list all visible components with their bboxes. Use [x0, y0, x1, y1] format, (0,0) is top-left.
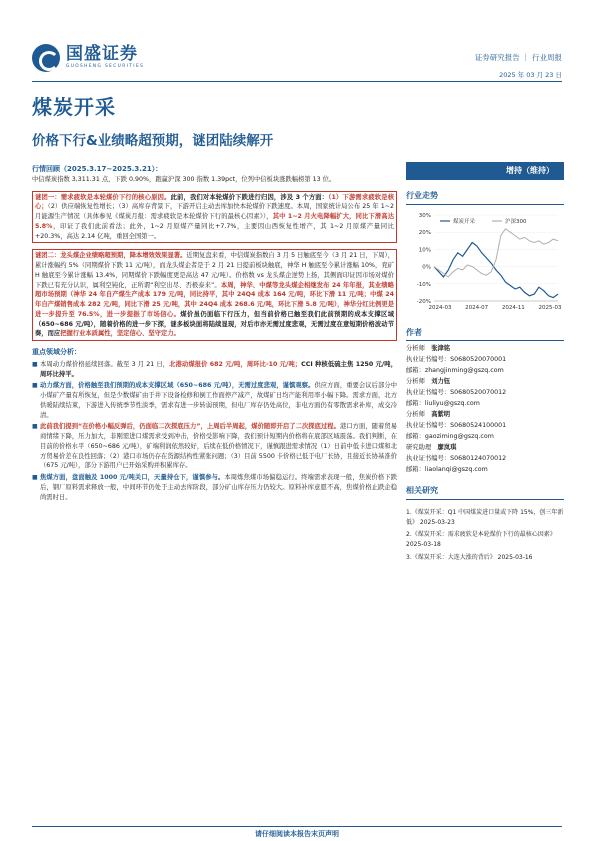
puzzle-two-lead: 谜团二：龙头煤企业绩略超预期，降本增效效果显著。: [35, 252, 187, 260]
related-list: [406, 508, 564, 563]
header-divider: [32, 81, 562, 82]
author-heading: 作者: [406, 327, 564, 341]
logo-icon: [32, 44, 60, 72]
puzzle-two-block: [32, 249, 397, 341]
sidebar: [406, 162, 564, 563]
trend-chart: [406, 209, 564, 317]
page-subtitle: 价格下行&业绩略超预期，谜团陆续解开: [32, 133, 274, 149]
puzzle-one-text-2: （1）下游需求疲软是核心；: [35, 193, 394, 211]
company-logo: [32, 44, 144, 72]
puzzle-one-lead: 谜团一：需求疲软是本轮煤价下行的核心原因。: [35, 193, 171, 201]
puzzle-one-block: [32, 191, 397, 244]
analyst-entry: 分析师 张津铭 执业证书编号：S0680520070001 邮箱：zhangjinming@gszq.com: [406, 345, 507, 375]
logo-english: GUOSHENG SECURITIES: [66, 64, 145, 70]
related-item[interactable]: 3.《煤炭开采：大连大涨的背后》 2025-03-16: [406, 553, 533, 561]
x-tick-label: 2024-11: [501, 304, 525, 311]
related-item[interactable]: 2.《煤炭开采：需求疲软是本轮煤价下行的最核心因素》 2025-03-18: [406, 531, 556, 549]
y-tick-label: -10%: [416, 281, 431, 288]
trend-heading: 行业走势: [406, 190, 564, 204]
puzzle-two-text-5: 把握行业本质属性，坚定信心、坚守定力。: [60, 330, 180, 338]
x-tick-label: 2024-03: [428, 304, 452, 311]
key-areas-list: [32, 360, 397, 503]
series-line: [434, 242, 558, 297]
y-tick-label: 0%: [422, 264, 431, 271]
y-tick-label: 20%: [418, 229, 431, 236]
analyst-entry: 分析师 高紫明 执业证书编号：S0680524100001 邮箱：gaoziming@gszq.com: [406, 411, 507, 441]
y-tick-label: 10%: [418, 247, 431, 254]
page-title: 煤炭开采: [32, 95, 116, 119]
key-areas-heading: 重点领域分析：: [32, 348, 81, 357]
list-item: ■ 动力煤方面，价格触至我们预期的成本支撑区域（650~686 元/吨），无需过度悲观，谨慎观察。供应方面，重要会议后部分中小煤矿产量有所恢复，但是少数煤矿由于井下设备检修和倒工作面停产减产，故煤矿日均产能利用率小幅下降。需求方面，北方供暖陆续结束，下游进入传统季节性淡季，需求有进一步转弱预期，但电厂库存仍处高位，非电方面仍有零散需求补库，成交冷清。: [32, 381, 397, 420]
puzzle-one-text-3: （2）供应端恢复性增长；（3）高库存背景下，下游开启主动去库加快本轮煤价下跌速度。本周，国家统计局公布 25 年 1~2 月能源生产情况（具体参见《煤炭月报：需求疲软是本轮煤价下行的最核心因素》），: [35, 203, 394, 221]
analyst-entry: 分析师 刘力钰 执业证书编号：S0680520070012 邮箱：liuliyu@gszq.com: [406, 378, 507, 408]
report-date: 2025 年 03 月 23 日: [499, 71, 562, 79]
logo-name: 国盛证券: [66, 44, 138, 65]
puzzle-one-text-1: 此前，我们对本轮煤价下跌进行归因，涉及 3 个方面：: [170, 193, 329, 201]
list-item: ■ 此前我们提到“在价格小幅反弹后，仍面临二次探底压力”，上周后半周起，煤价随即开启了二次探底过程。港口方面，随着贸易商情绪下降，压力加大，非刚需进口煤需求受到冲击，价格受影响下降，我们预计短期内价格将在底部区域震荡。我们判断，在目前的价格水平（650~686 元/吨），矿端利润依然较好，后续在低价格情况下，谨慎跟进需求情况（1）日前中低卡进口煤和北方贸易价差在良性回落；（2）港口市场仍存在货源结构性紧张问题；（3）目前 5500 卡价格已低于电厂长协，且接近长协基准价（675 元/吨），部分下游用户已开始采购并积累库存。: [32, 422, 397, 471]
report-type: 证券研究报告 ｜ 行业周报: [474, 53, 562, 62]
puzzle-two-text-4: 煤价虽仍面临下行压力，但当前价格已触至我们此前预期的成本支撑区域（650~686 元/吨），随着价格的进一步下探，谜多板块面将陆续显现，对后市亦无需过度悲观，无需过度在意短期价格波动节奏，而应: [35, 310, 395, 338]
x-tick-label: 2024-07: [465, 304, 489, 311]
puzzle-one-text-4: 其中 1~2 月火电降幅扩大，同比下滑高达 5.8%: [35, 213, 394, 230]
y-tick-label: 30%: [418, 212, 431, 219]
analyst-entry: 研究助理 廖岚琪 执业证书编号：S0680124070012 邮箱：liaolanqi@gszq.com: [406, 444, 507, 474]
analyst-list: [406, 343, 564, 475]
footer-disclaimer: 请仔细阅读本报告末页声明: [32, 826, 562, 840]
legend-label: 沪深300: [505, 218, 527, 225]
list-item: ■ 本周动力煤价格延续回落。截至 3 月 21 日，北港动煤报价 682 元/吨，周环比-10 元/吨；CCI 种核低硫主焦 1250 元/吨，周环比持平。: [32, 360, 397, 380]
y-tick-label: -20%: [416, 298, 431, 305]
puzzle-one-text-5: ，印证了我们此前看法；此外，1~2 月原煤产量同比+7.7%，主要因山西恢复性增产，其 1~2 月原煤产量同比+20.3%，高达 2.14 亿吨，重回全国第一。: [35, 222, 394, 240]
puzzle-two-text-2: 本周，神华、中煤等龙头煤企相继发布 24 年年报，其业绩略超市场预期（神华 24 年自产煤生产成本 179 元/吨，同比持平，其中 24Q4 成本 164 元/吨，环比下滑 11 元/吨；中煤 24 年自产煤销售成本 282 元/吨，同比下滑 25 元/吨，其中 24Q4 成本 268.6 元/吨，环比下滑 5.8 元/吨），: [35, 281, 394, 309]
related-heading: 相关研究: [406, 485, 564, 499]
puzzle-two-text-3: 神华分红比例更是进一步提升至 76.5%，进一步提振了市场信心。: [35, 301, 395, 318]
legend-label: 煤炭开采: [453, 218, 476, 225]
review-text: 中信煤炭指数 3,311.31 点，下跌 0.90%，跑赢沪深 300 指数 1.39pct，位列中信板块涨跌幅榜第 13 位。: [32, 175, 336, 183]
x-tick-label: 2025-03: [538, 304, 562, 311]
trend-chart-svg: [406, 209, 564, 317]
review-heading: 行情回顾（2025.3.17~2025.3.21）：: [32, 165, 163, 173]
related-item[interactable]: 1.《煤炭开采：Q1 中国煤炭进口量或下降 15%，创三年新低》 2025-03-23: [406, 508, 564, 526]
puzzle-two-text-1: 近期复盘来看，中信煤炭指数自 3 月 5 日触底至今（3 月 21 日，下周），累计涨幅约 5%（同期煤价下跌 11 元/吨），而龙头煤企者是于 2 月 21 日提前板块触底，神华 H 触底至今累计涨幅 10%，兖矿 H 触底至今累计涨幅 13.4%，同期煤价下跌幅度更是高达 47 元/吨）。价格数 vs 龙头煤企逆势上扬，其侧面印证因市场对煤价下跌已有充分认识，属利空钝化，正所谓“利空出尽、否极泰来”。: [35, 252, 394, 289]
main-column: [32, 164, 397, 502]
rating-badge: 增持（维持）: [406, 162, 564, 180]
list-item: ■ 焦煤方面，盘面触及 1000 元/吨关口，天量持仓下，谨慎参与。本周炼焦煤市场偏稳运行。终端需求表现一般，焦炭价格下跌后，钢厂原料需求释放一般，中间环节仍处于主动去库阶段，部分矿山库存压力仍较大。原料补库意愿不高，焦煤价格止跌企稳尚需时日。: [32, 473, 397, 502]
